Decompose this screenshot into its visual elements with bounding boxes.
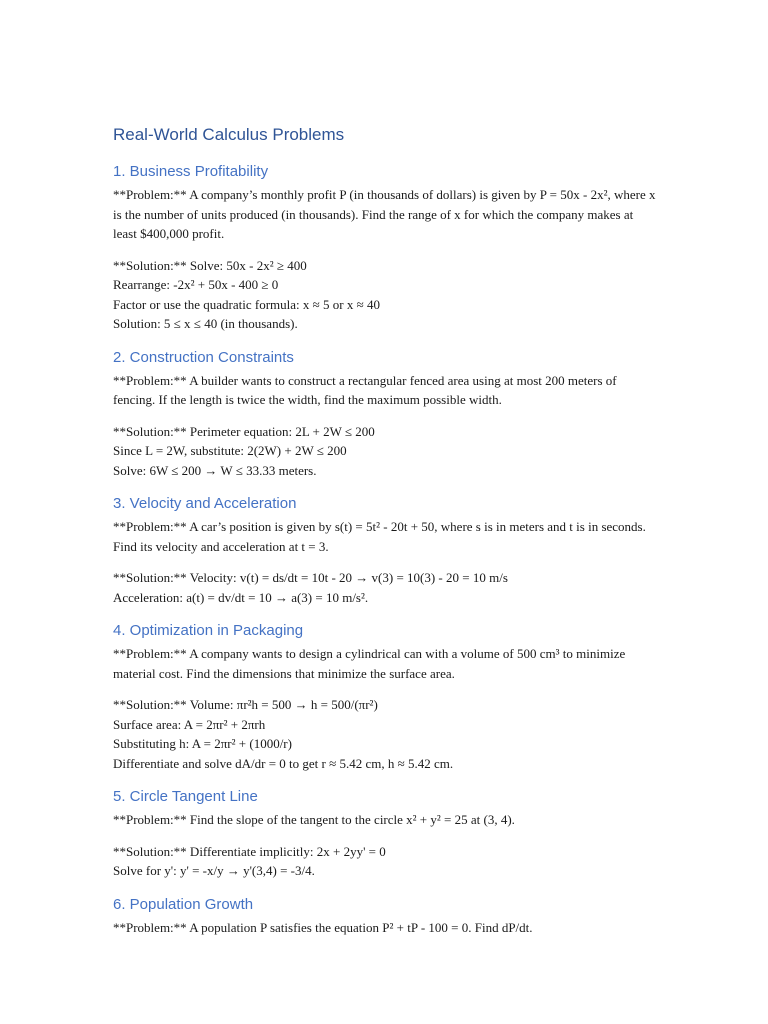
solution-line: Surface area: A = 2πr² + 2πrh [113, 716, 266, 732]
section-construction-constraints [113, 348, 658, 481]
section-velocity-acceleration [113, 494, 658, 607]
solution-line: Solution: 5 ≤ x ≤ 40 (in thousands). [113, 316, 298, 331]
section-heading: 6. Population Growth [113, 895, 254, 913]
problem-text: **Problem:** A company’s monthly profit P (in thousands of dollars) is given by P = 50x - 2x², where x is the number of units produced (in thousands). Find the range of x for which the company makes at least $400,000 profit. [113, 187, 656, 241]
document-title: Real-World Calculus Problems [113, 125, 345, 144]
solution-block [113, 695, 658, 773]
solution-line: **Solution:** Perimeter equation: 2L + 2W ≤ 200 [113, 423, 375, 439]
solution-line: **Solution:** Solve: 50x - 2x² ≥ 400 [113, 257, 307, 273]
solution-line: **Solution:** Velocity: v(t) = ds/dt = 10t - 20 → v(3) = 10(3) - 20 = 10 m/s [113, 570, 508, 585]
section-circle-tangent [113, 787, 658, 881]
solution-block [113, 568, 658, 607]
section-population-growth [113, 895, 658, 938]
solution-line: Acceleration: a(t) = dv/dt = 10 → a(3) = 10 m/s². [113, 589, 369, 605]
solution-line: Since L = 2W, substitute: 2(2W) + 2W ≤ 200 [113, 443, 347, 458]
section-heading: 5. Circle Tangent Line [113, 788, 258, 805]
solution-block [113, 422, 658, 481]
solution-block [113, 842, 658, 881]
section-heading: 4. Optimization in Packaging [113, 622, 304, 639]
problem-text: **Problem:** A population P satisfies the equation P² + tP - 100 = 0. Find dP/dt. [113, 919, 533, 935]
section-heading: 1. Business Profitability [113, 163, 269, 180]
solution-line: **Solution:** Differentiate implicitly: 2x + 2yy' = 0 [113, 843, 386, 859]
solution-line: Factor or use the quadratic formula: x ≈ 5 or x ≈ 40 [113, 296, 380, 312]
section-business-profitability [113, 162, 658, 334]
section-heading: 3. Velocity and Acceleration [113, 495, 297, 512]
problem-text: **Problem:** A builder wants to construct a rectangular fenced area using at most 200 meters of fencing. If the length is twice the width, find the maximum possible width. [113, 372, 617, 407]
problem-text: **Problem:** Find the slope of the tangent to the circle x² + y² = 25 at (3, 4). [113, 812, 515, 827]
solution-block [113, 256, 658, 334]
solution-line: **Solution:** Volume: πr²h = 500 → h = 500/(πr²) [113, 697, 378, 712]
solution-line: Solve: 6W ≤ 200 → W ≤ 33.33 meters. [113, 462, 317, 478]
solution-line: Rearrange: -2x² + 50x - 400 ≥ 0 [113, 277, 279, 292]
solution-line: Differentiate and solve dA/dr = 0 to get r ≈ 5.42 cm, h ≈ 5.42 cm. [113, 755, 454, 771]
section-heading: 2. Construction Constraints [113, 348, 294, 366]
problem-text: **Problem:** A car’s position is given by s(t) = 5t² - 20t + 50, where s is in meters and t is in seconds. Find its velocity and acceleration at t = 3. [113, 519, 646, 554]
solution-line: Substituting h: A = 2πr² + (1000/r) [113, 736, 292, 751]
problem-text: **Problem:** A company wants to design a cylindrical can with a volume of 500 cm³ to minimize material cost. Find the dimensions that minimize the surface area. [113, 646, 626, 681]
section-optimization-packaging [113, 621, 658, 773]
solution-line: Solve for y': y' = -x/y → y'(3,4) = -3/4. [113, 863, 315, 878]
